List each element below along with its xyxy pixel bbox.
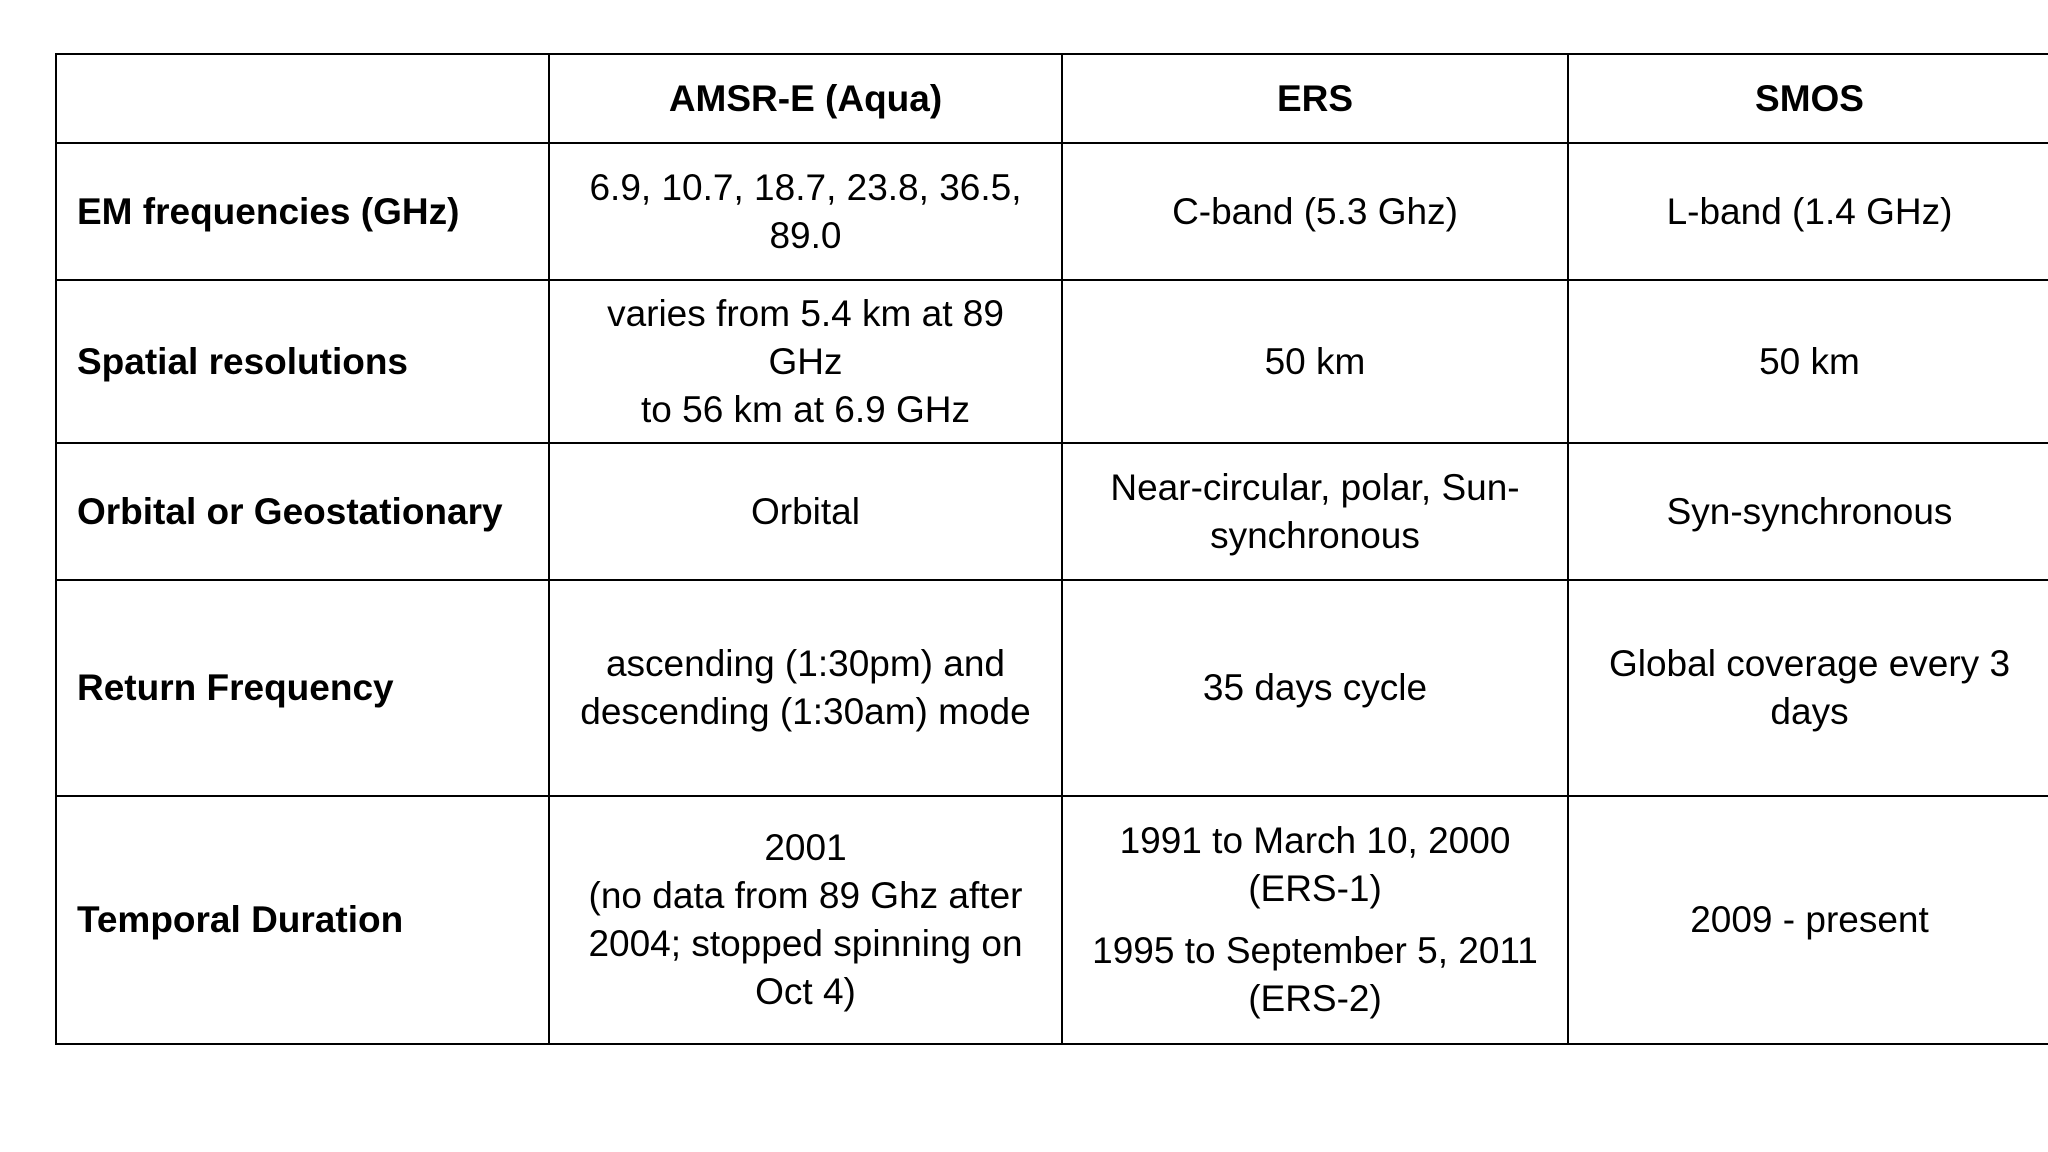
table-row: [56, 280, 2048, 443]
cell-line: 1991 to March 10, 2000: [1119, 820, 1511, 861]
cell-line: Orbital: [751, 490, 860, 532]
cell-line: Global coverage every 3: [1608, 643, 2011, 684]
cell-smos-em-frequencies: [1568, 143, 2048, 280]
cell-smos-spatial-resolutions: [1568, 280, 2048, 443]
cell-amsr-orbital: [549, 443, 1062, 580]
cell-line: synchronous: [1210, 514, 1420, 556]
table-row: [56, 143, 2048, 280]
cell-line: to 56 km at 6.9 GHz: [640, 388, 971, 430]
cell-line: 50 km: [1264, 340, 1366, 382]
cell-line: 1995 to September 5, 2011: [1092, 930, 1538, 971]
cell-ers-return-frequency: [1062, 580, 1568, 796]
header-cell-ers: ERS: [1062, 54, 1568, 143]
cell-amsr-em-frequencies: [549, 143, 1062, 280]
cell-ers-em-frequencies: [1062, 143, 1568, 280]
satellite-comparison-table: [55, 53, 2048, 1045]
cell-line: 2009 - present: [1690, 899, 1929, 940]
table-row: [56, 796, 2048, 1044]
row-label-return-frequency: Return Frequency: [56, 580, 549, 796]
cell-line: (ERS-1): [1248, 868, 1382, 909]
cell-line: (ERS-2): [1248, 978, 1382, 1019]
cell-line: ascending (1:30pm) and: [605, 643, 1006, 684]
header-cell-smos: SMOS: [1568, 54, 2048, 143]
cell-ers-orbital: [1062, 443, 1568, 580]
table-header-row: [56, 54, 2048, 143]
header-cell-amsr-e: AMSR-E (Aqua): [549, 54, 1062, 143]
cell-line: Oct 4): [755, 971, 856, 1012]
cell-line: 2001: [764, 827, 847, 868]
cell-line: 35 days cycle: [1202, 667, 1428, 708]
cell-ers-spatial-resolutions: [1062, 280, 1568, 443]
cell-smos-return-frequency: [1568, 580, 2048, 796]
table-row: [56, 443, 2048, 580]
table-row: [56, 580, 2048, 796]
cell-ers-temporal-duration: [1062, 796, 1568, 1044]
cell-line: 2004; stopped spinning on: [588, 923, 1023, 964]
cell-line: Near-circular, polar, Sun-: [1110, 466, 1520, 508]
row-label-orbital-or-geostationary: Orbital or Geostationary: [56, 443, 549, 580]
header-cell-empty: [56, 54, 549, 143]
cell-line: 50 km: [1759, 340, 1860, 382]
cell-smos-orbital: [1568, 443, 2048, 580]
cell-line: descending (1:30am) mode: [580, 691, 1031, 732]
cell-smos-temporal-duration: [1568, 796, 2048, 1044]
cell-line: (no data from 89 Ghz after: [588, 875, 1023, 916]
cell-paragraph-ers-1: [1083, 817, 1547, 913]
cell-paragraph-ers-2: [1083, 927, 1547, 1023]
cell-amsr-return-frequency: [549, 580, 1062, 796]
row-label-em-frequencies: EM frequencies (GHz): [56, 143, 549, 280]
row-label-temporal-duration: Temporal Duration: [56, 796, 549, 1044]
row-label-spatial-resolutions: Spatial resolutions: [56, 280, 549, 443]
cell-line: 6.9, 10.7, 18.7, 23.8, 36.5,: [589, 166, 1022, 208]
cell-line: Syn-synchronous: [1666, 490, 1953, 532]
cell-line: days: [1770, 691, 1849, 732]
cell-amsr-spatial-resolutions: [549, 280, 1062, 443]
cell-line: varies from 5.4 km at 89 GHz: [607, 292, 1004, 382]
cell-amsr-temporal-duration: [549, 796, 1062, 1044]
cell-line: L-band (1.4 GHz): [1666, 190, 1953, 232]
cell-line: C-band (5.3 Ghz): [1172, 190, 1458, 232]
cell-line: 89.0: [769, 214, 842, 256]
